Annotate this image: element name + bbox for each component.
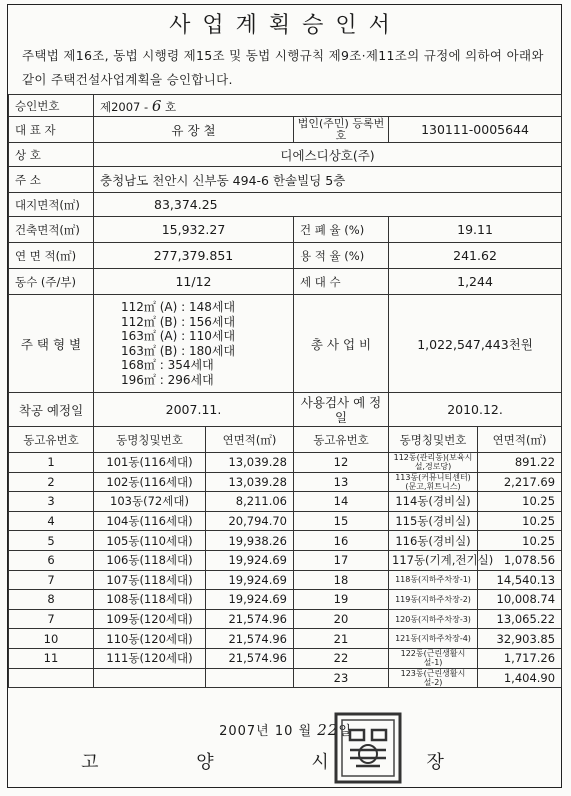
building-name-cell: 105동(110세대) xyxy=(94,531,206,551)
building-name-cell: 115동(경비실) xyxy=(389,511,478,531)
building-area-cell: 10.25 xyxy=(478,492,562,512)
col-header-name-1: 동명칭및번호 xyxy=(94,427,206,453)
building-id-cell: 14 xyxy=(294,492,389,512)
building-table-body xyxy=(9,453,562,688)
representative-label: 대 표 자 xyxy=(9,117,94,143)
building-name-cell: 117동(기계,전기실) xyxy=(389,550,478,570)
building-name-cell: 110동(120세대) xyxy=(94,629,206,649)
total-cost-value: 1,022,547,443천원 xyxy=(389,295,562,393)
building-table-header xyxy=(9,427,562,453)
building-id-cell: 4 xyxy=(9,511,94,531)
approval-number-handwritten: 6 xyxy=(151,96,162,115)
official-seal-icon xyxy=(330,708,406,788)
coverage-value: 19.11 xyxy=(389,217,562,243)
buildings-value: 11/12 xyxy=(94,269,294,295)
building-name-cell: 103동(72세대) xyxy=(94,492,206,512)
coverage-label: 건 폐 율 (%) xyxy=(294,217,389,243)
building-id-cell: 23 xyxy=(294,668,389,688)
building-name-cell: 108동(118세대) xyxy=(94,590,206,610)
table-row xyxy=(9,609,562,629)
building-name-cell xyxy=(94,668,206,688)
building-id-cell: 3 xyxy=(9,492,94,512)
start-value: 2007.11. xyxy=(94,393,294,427)
document-title: 사업계획승인서 xyxy=(169,13,402,38)
housing-type-row xyxy=(9,295,562,393)
representative-row xyxy=(9,117,562,143)
col-header-area-2: 연면적(㎡) xyxy=(478,427,562,453)
site-area-value: 83,374.25 xyxy=(94,193,562,217)
trade-name-row xyxy=(9,143,562,167)
building-area-cell: 19,924.69 xyxy=(206,590,294,610)
building-area-cell xyxy=(206,668,294,688)
representative-value: 유 장 철 xyxy=(94,117,294,143)
inspection-label: 사용검사 예 정 일 xyxy=(294,393,389,427)
site-area-row xyxy=(9,193,562,217)
site-area-label: 대지면적(㎡) xyxy=(9,193,94,217)
building-area-cell: 1,717.26 xyxy=(478,648,562,668)
building-area-row xyxy=(9,217,562,243)
issue-day-unit: 일 xyxy=(338,724,352,739)
col-header-id-2: 동고유번호 xyxy=(294,427,389,453)
trade-name-label: 상 호 xyxy=(9,143,94,167)
building-name-cell: 118동(지하주차장-1) xyxy=(389,570,478,590)
table-row xyxy=(9,550,562,570)
floor-area-value: 277,379.851 xyxy=(94,243,294,269)
building-area-cell: 13,039.28 xyxy=(206,453,294,473)
building-area-cell: 2,217.69 xyxy=(478,472,562,492)
address-value: 충청남도 천안시 신부동 494-6 한솔빌딩 5층 xyxy=(94,167,562,193)
building-id-cell: 5 xyxy=(9,531,94,551)
building-id-cell: 13 xyxy=(294,472,389,492)
buildings-label: 동수 (주/부) xyxy=(9,269,94,295)
start-label: 착공 예정일 xyxy=(9,393,94,427)
intro-paragraph: 주택법 제16조, 동법 시행령 제15조 및 동법 시행규칙 제9조·제11조의 규정에 의하여 아래와 같이 주택건설사업계획을 승인합니다. xyxy=(22,48,544,87)
housing-type-item: 168㎡ : 354세대 xyxy=(121,358,214,372)
table-row xyxy=(9,590,562,610)
building-name-cell: 116동(경비실) xyxy=(389,531,478,551)
table-row xyxy=(9,492,562,512)
building-area-cell: 19,938.26 xyxy=(206,531,294,551)
inspection-value: 2010.12. xyxy=(389,393,562,427)
building-name-cell: 121동(지하주차장-4) xyxy=(389,629,478,649)
building-id-cell: 2 xyxy=(9,472,94,492)
housing-type-item: 112㎡ (A) : 148세대 xyxy=(121,300,236,314)
col-header-area-1: 연면적(㎡) xyxy=(206,427,294,453)
building-id-cell: 7 xyxy=(9,570,94,590)
building-name-cell: 119동(지하주차장-2) xyxy=(389,590,478,610)
col-header-name-2: 동명칭및번호 xyxy=(389,427,478,453)
table-row xyxy=(9,472,562,492)
building-name-cell: 114동(경비실) xyxy=(389,492,478,512)
corp-reg-value: 130111-0005644 xyxy=(389,117,562,143)
approval-suffix: 호 xyxy=(165,99,177,114)
issuer-name: 고 양 시 장 xyxy=(81,752,490,773)
building-id-cell: 10 xyxy=(9,629,94,649)
building-area-cell: 13,039.28 xyxy=(206,472,294,492)
floor-area-row xyxy=(9,243,562,269)
housing-type-item: 163㎡ (B) : 180세대 xyxy=(121,343,236,358)
table-row xyxy=(9,511,562,531)
floor-area-label: 연 면 적(㎡) xyxy=(9,243,94,269)
housing-type-item: 196㎡ : 296세대 xyxy=(121,372,214,387)
trade-name-value: 디에스디상호(주) xyxy=(94,143,562,167)
table-row xyxy=(9,668,562,688)
far-value: 241.62 xyxy=(389,243,562,269)
housing-type-list xyxy=(94,295,294,393)
building-area-cell: 20,794.70 xyxy=(206,511,294,531)
building-id-cell: 11 xyxy=(9,648,94,668)
total-cost-label: 총 사 업 비 xyxy=(294,295,389,393)
building-area-cell: 21,574.96 xyxy=(206,629,294,649)
building-area-cell: 13,065.22 xyxy=(478,609,562,629)
table-row xyxy=(9,570,562,590)
building-name-cell: 120동(지하주차장-3) xyxy=(389,609,478,629)
building-name-cell: 123동(근린생활시설-2) xyxy=(389,668,478,688)
building-area-cell: 19,924.69 xyxy=(206,550,294,570)
building-name-cell: 112동(관리동)(보육시설,경로당) xyxy=(389,453,478,473)
table-row xyxy=(9,531,562,551)
building-id-cell: 20 xyxy=(294,609,389,629)
approval-number-value xyxy=(94,95,562,117)
table-row xyxy=(9,648,562,668)
building-id-cell: 15 xyxy=(294,511,389,531)
far-label: 용 적 율 (%) xyxy=(294,243,389,269)
approval-table xyxy=(8,94,562,688)
col-header-id-1: 동고유번호 xyxy=(9,427,94,453)
approval-number-row xyxy=(9,95,562,117)
building-area-cell: 21,574.96 xyxy=(206,648,294,668)
building-id-cell: 21 xyxy=(294,629,389,649)
housing-type-item: 112㎡ (B) : 156세대 xyxy=(121,314,236,329)
building-area-cell: 10,008.74 xyxy=(478,590,562,610)
building-id-cell: 17 xyxy=(294,550,389,570)
households-label: 세 대 수 xyxy=(294,269,389,295)
building-id-cell: 18 xyxy=(294,570,389,590)
building-area-cell: 10.25 xyxy=(478,511,562,531)
building-id-cell: 8 xyxy=(9,590,94,610)
building-id-cell: 19 xyxy=(294,590,389,610)
building-name-cell: 106동(118세대) xyxy=(94,550,206,570)
building-id-cell: 7 xyxy=(9,609,94,629)
buildings-row xyxy=(9,269,562,295)
corp-reg-label: 법인(주민) 등록번호 xyxy=(294,117,389,143)
building-id-cell: 1 xyxy=(9,453,94,473)
building-id-cell: 6 xyxy=(9,550,94,570)
building-name-cell: 122동(근린생활시설-1) xyxy=(389,648,478,668)
building-area-cell: 14,540.13 xyxy=(478,570,562,590)
building-id-cell: 16 xyxy=(294,531,389,551)
address-label: 주 소 xyxy=(9,167,94,193)
building-area-cell: 1,404.90 xyxy=(478,668,562,688)
building-name-cell: 113동(커뮤니티센터)(문고,휘트니스) xyxy=(389,472,478,492)
issue-day-handwritten: 22 xyxy=(317,721,339,739)
issue-month: 10 xyxy=(274,724,294,739)
issue-year: 2007년 xyxy=(219,724,270,739)
approval-prefix: 제2007 - xyxy=(100,99,149,114)
building-area-cell: 21,574.96 xyxy=(206,609,294,629)
housing-type-item: 163㎡ (A) : 110세대 xyxy=(121,329,236,343)
table-row xyxy=(9,453,562,473)
building-name-cell: 104동(116세대) xyxy=(94,511,206,531)
building-name-cell: 102동(116세대) xyxy=(94,472,206,492)
building-id-cell: 22 xyxy=(294,648,389,668)
households-value: 1,244 xyxy=(389,269,562,295)
building-name-cell: 109동(120세대) xyxy=(94,609,206,629)
building-area-label: 건축면적(㎡) xyxy=(9,217,94,243)
building-area-cell: 32,903.85 xyxy=(478,629,562,649)
building-id-cell: 12 xyxy=(294,453,389,473)
building-area-cell: 10.25 xyxy=(478,531,562,551)
schedule-row xyxy=(9,393,562,427)
building-name-cell: 107동(118세대) xyxy=(94,570,206,590)
building-area-cell: 19,924.69 xyxy=(206,570,294,590)
approval-number-label: 승인번호 xyxy=(9,95,94,117)
building-area-value: 15,932.27 xyxy=(94,217,294,243)
building-name-cell: 101동(116세대) xyxy=(94,453,206,473)
issue-date xyxy=(0,720,571,739)
table-row xyxy=(9,629,562,649)
building-area-cell: 891.22 xyxy=(478,453,562,473)
address-row xyxy=(9,167,562,193)
building-area-cell: 1,078.56 xyxy=(478,550,562,570)
building-name-cell: 111동(120세대) xyxy=(94,648,206,668)
building-id-cell xyxy=(9,668,94,688)
housing-type-label: 주 택 형 별 xyxy=(9,295,94,393)
issue-month-unit: 월 xyxy=(298,724,313,739)
building-area-cell: 8,211.06 xyxy=(206,492,294,512)
